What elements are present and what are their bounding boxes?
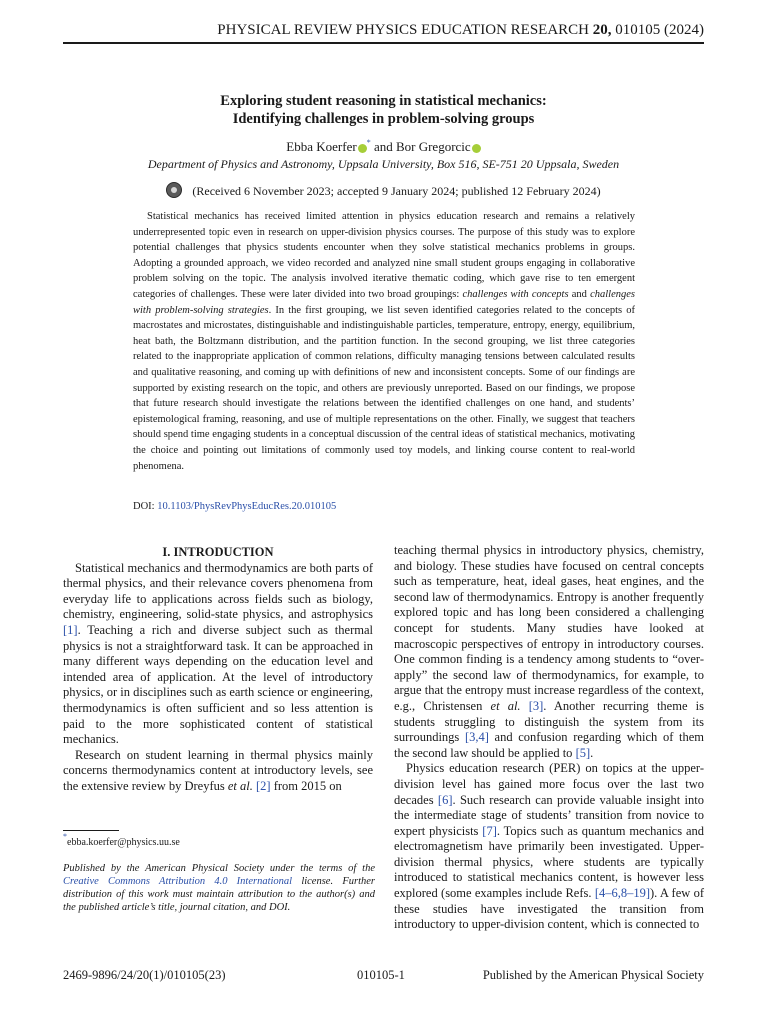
check-for-updates-icon[interactable]	[166, 182, 182, 198]
body-text	[521, 699, 529, 713]
received-text: (Received 6 November 2023; accepted 9 January 2024; published 12 February 2024)	[192, 184, 601, 198]
abstract-text: and	[568, 288, 591, 300]
body-emphasis: et al.	[490, 698, 521, 713]
citation-link[interactable]: [2]	[256, 778, 271, 793]
journal-article-number: 010105 (2024)	[615, 22, 704, 38]
paragraph	[63, 748, 373, 795]
author-separator: and	[373, 139, 393, 154]
abstract	[133, 209, 635, 474]
body-text: teaching thermal physics in introductory physics, chemistry, and biology. These studies have focused on central concepts such as temperature, heat, ideal gases, heat engines, and the second law of thermodynamics. Entropy is another frequently explored topic and has long been considered a challenging concept for students. Many studies have looked at macroscopic perspectives of entropy in introductory courses. One common finding is a tendency among students to “over-apply” the second law of thermodynamics, for example, to argue that the entropy must increase regardless of the context, e.g., Christensen	[394, 543, 704, 713]
abstract-text: . In the first grouping, we list seven identified categories related to the concepts of macrostates and microstates, distinguishable and indistinguishable particles, temperature, entropy, energy, equilibrium, heat bath, the Boltzmann distribution, and the partition function. In the second grouping, we list three categories related to the inappropriate application of common relations, difficulty managing tensions between calculated results and qualitative reasoning, and coming up with definitions of new and inconsistent concepts. Some of our findings are supported by existing research on the topic, and others are previously unreported. Based on our findings, we propose that future research should investigate the relations between the identified challenges on one hand, and students’ epistemological framing, reasoning, and use of multiple representations on the other. Finally, we suggest that teachers should spend time engaging students in a conceptual discussion of the central ideas of statistical mechanics, motivating the choice and pointing out limitations of commonly used toy models, and linking course content to real-world phenomena.	[133, 304, 635, 472]
body-text: Physics education research (PER) on topics at the upper-division level has gained more focus over the last two decades	[394, 761, 704, 807]
article-title-line-2: Identifying challenges in problem-solving groups	[232, 111, 535, 127]
body-text: . Such research can provide valuable insight into the intermediate stage of students’ transition from novice to expert physicists	[394, 792, 704, 838]
cc-license-link[interactable]: Creative Commons Attribution 4.0 International	[63, 876, 293, 887]
author-gregorcic[interactable]: Bor Gregorcic	[395, 139, 471, 154]
citation-link[interactable]: [3,4]	[464, 730, 489, 745]
journal-header	[63, 18, 704, 44]
footer-issn: 2469-9896/24/20(1)/010105(23)	[63, 968, 226, 982]
author-footnote-mark[interactable]: *	[366, 138, 371, 147]
orcid-icon[interactable]	[472, 144, 481, 153]
citation-link[interactable]: [3]	[528, 698, 544, 713]
body-text: Statistical mechanics and thermodynamics are both parts of thermal physics, and their relevance covers phenomena from everyday life to applications across fields such as biology, chemistry, engineering, solid-state physics, and astrophysics	[63, 560, 373, 622]
citation-link[interactable]: [7]	[482, 823, 497, 838]
body-emphasis: et al.	[227, 778, 253, 793]
paragraph	[394, 761, 704, 933]
paragraph	[394, 543, 704, 761]
citation-link[interactable]: [5]	[575, 745, 591, 760]
footer-publisher: Published by the American Physical Society	[482, 968, 704, 982]
body-text: from 2015 on	[270, 778, 342, 793]
right-column	[394, 543, 704, 933]
affiliation: Department of Physics and Astronomy, Uppsala University, Box 516, SE-751 20 Uppsala, Sweden	[147, 157, 620, 171]
body-text: . Another recurring theme is students struggling to distinguish the system from its surroundings	[394, 698, 704, 745]
corresponding-email[interactable]: ebba.koerfer@physics.uu.se	[67, 837, 180, 848]
license-text: license. Further distribution of this work must maintain attribution to the author(s) and the published article’s title, journal citation, and DOI.	[63, 876, 375, 913]
doi-line	[133, 500, 336, 514]
journal-name: PHYSICAL REVIEW PHYSICS EDUCATION RESEARCH	[217, 22, 589, 38]
orcid-icon[interactable]	[358, 144, 367, 153]
body-text: Research on student learning in thermal physics mainly concerns thermodynamics content at introductory levels, see the extensive review by Dreyfus	[63, 747, 373, 793]
body-text: . Topics such as quantum mechanics and electromagnetism have primarily been investigated. Upper-division thermal physics, where students are typically introduced to statistical mechanics content, is however less explored (some examples include Refs.	[394, 823, 704, 901]
article-title-line-1: Exploring student reasoning in statistical mechanics:	[220, 93, 547, 109]
left-column	[63, 545, 373, 795]
citation-link[interactable]: [4–6,8–19]	[594, 886, 651, 901]
footer-page-number: 010105-1	[357, 968, 405, 982]
body-text: and confusion regarding which of them the second law should be applied to	[394, 730, 704, 760]
footnote-divider	[63, 830, 119, 831]
license-text: Published by the American Physical Society under the terms of the	[63, 863, 375, 874]
abstract-text: Statistical mechanics has received limited attention in physics education research and remains a relatively underrepresented topic even in research on upper-division physics courses. The purpose of this study was to explore potential challenges that physics students encounter when they solve statistical mechanics problems in groups. Adopting a grounded approach, we video recorded and analyzed nine small student groups engaging in collaborative problem solving on the topic. The analysis involved iterative thematic coding, which gave rise to ten emergent categories of challenges. These were later divided into two broad groupings:	[133, 211, 635, 300]
section-heading: I. INTRODUCTION	[162, 545, 274, 559]
author-koerfer[interactable]: Ebba Koerfer	[286, 139, 357, 154]
citation-link[interactable]: [1]	[63, 622, 78, 637]
license-notice	[63, 862, 375, 914]
doi-link[interactable]: 10.1103/PhysRevPhysEducRes.20.010105	[157, 501, 337, 512]
doi-label: DOI:	[133, 501, 155, 512]
footnote-mark: *	[63, 832, 67, 841]
citation-link[interactable]: [6]	[437, 792, 453, 807]
author-footnote	[63, 832, 180, 849]
body-text: ). A few of these studies have investigated the transition from introductory to upper-division content, which is connected to	[394, 886, 704, 932]
body-text: . Teaching a rich and diverse subject such as thermal physics is not a straightforward task. It can be approached in many different ways depending on the education level and intended area of application. At the level of introductory physics, or in disciplines such as earth science or engineering, thermodynamics is often sufficient and so less attention is paid to the more sophisticated content of statistical mechanics.	[63, 622, 373, 747]
received-dates	[63, 182, 704, 199]
abstract-emphasis: challenges with problem-solving strategies	[133, 288, 635, 316]
abstract-emphasis: challenges with concepts	[462, 288, 569, 300]
body-text: .	[590, 745, 594, 760]
author-list	[63, 139, 704, 155]
journal-volume: 20,	[592, 22, 612, 38]
paragraph	[63, 561, 373, 748]
